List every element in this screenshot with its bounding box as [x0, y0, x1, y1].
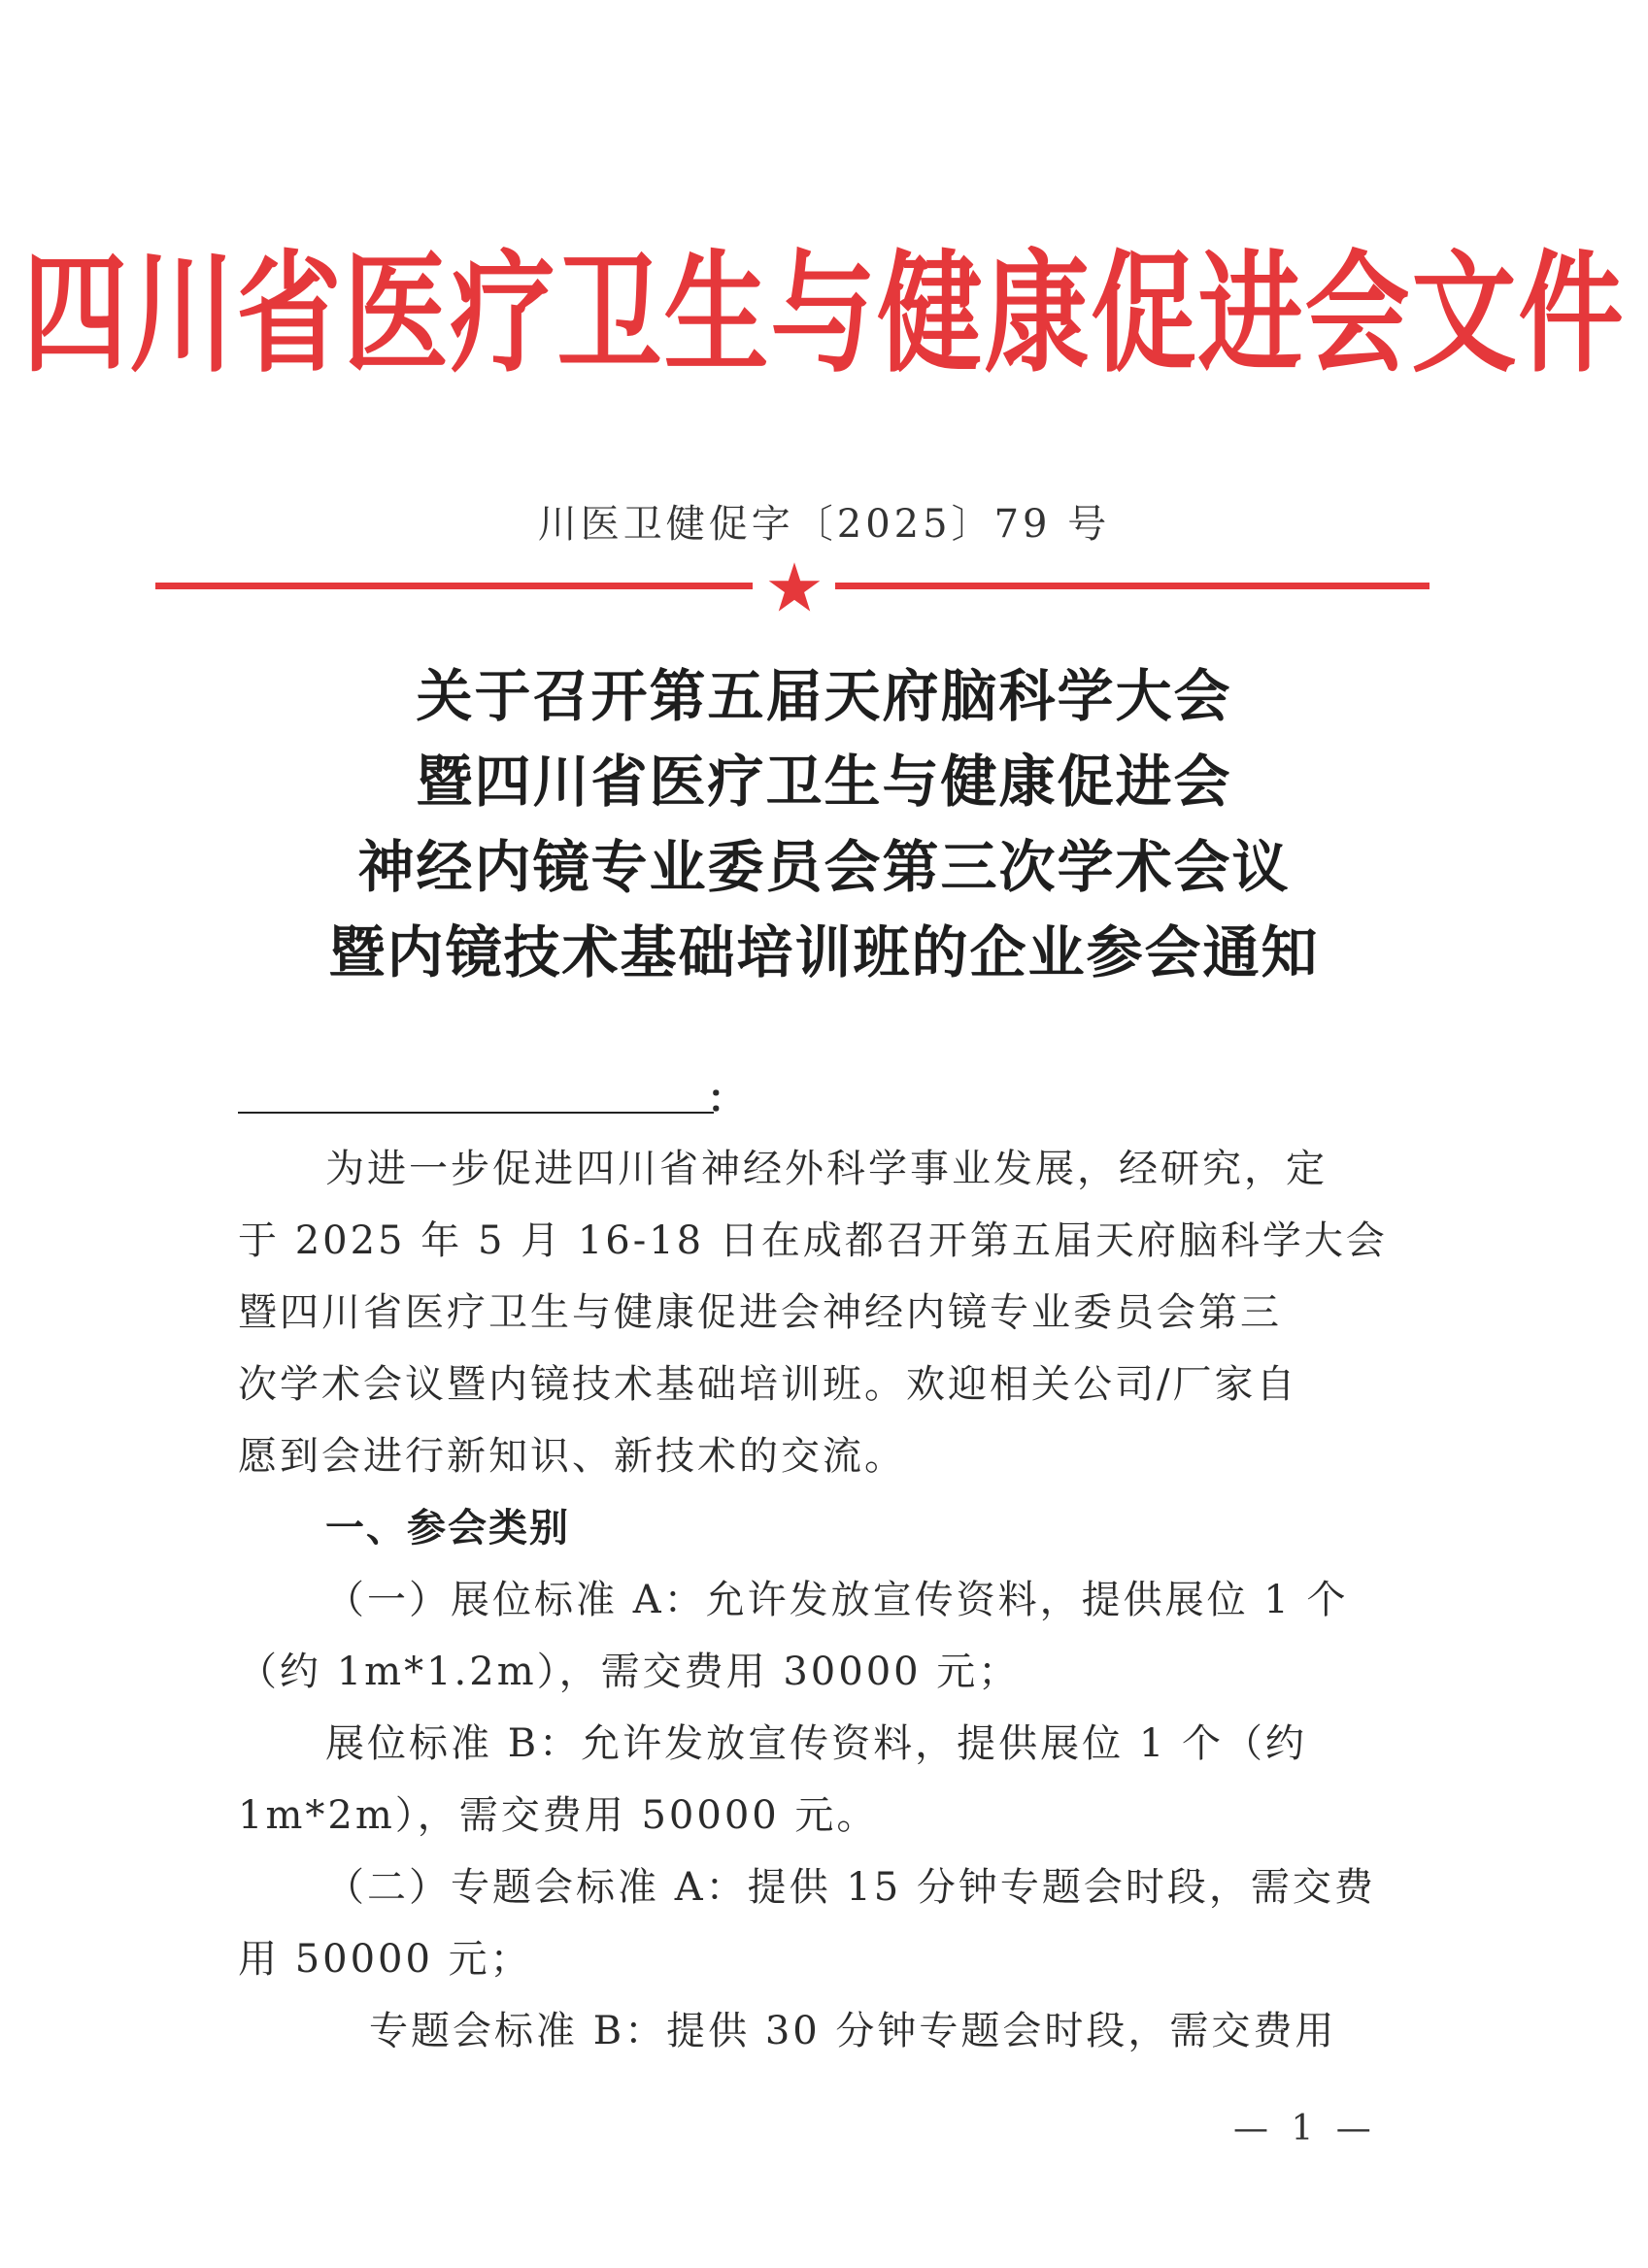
item-line: （一）展位标准 A：允许发放宣传资料，提供展位 1 个 — [325, 1578, 1349, 1622]
item-line: 展位标准 B：允许发放宣传资料，提供展位 1 个（约 — [325, 1721, 1307, 1766]
document-masthead: 四川省医疗卫生与健康促进会文件 — [22, 238, 1626, 391]
page-number: — 1 — — [1233, 2109, 1377, 2149]
item-line: 1m*2m），需交费用 50000 元。 — [238, 1793, 879, 1838]
red-divider-right — [835, 583, 1429, 589]
addressee-colon: ： — [707, 1076, 746, 1121]
item-line: 用 50000 元； — [238, 1937, 532, 1982]
notice-title-line-1: 关于召开第五届天府脑科学大会 — [416, 663, 1232, 729]
intro-paragraph-line: 愿到会进行新知识、新技术的交流。 — [238, 1434, 906, 1479]
star-icon — [767, 561, 822, 614]
notice-title-line-3: 神经内镜专业委员会第三次学术会议 — [357, 834, 1291, 900]
intro-paragraph-line: 于 2025 年 5 月 16-18 日在成都召开第五届天府脑科学大会 — [238, 1218, 1388, 1263]
intro-paragraph-line: 次学术会议暨内镜技术基础培训班。欢迎相关公司/厂家自 — [238, 1362, 1298, 1407]
section-heading: 一、参会类别 — [325, 1506, 570, 1551]
item-line: 专题会标准 B：提供 30 分钟专题会时段，需交费用 — [369, 2009, 1337, 2053]
item-line: （约 1m*1.2m），需交费用 30000 元； — [238, 1650, 1021, 1694]
addressee-blank-line — [238, 1073, 714, 1114]
notice-title-line-4: 暨内镜技术基础培训班的企业参会通知 — [328, 919, 1320, 985]
red-divider-left — [155, 583, 753, 589]
document-number: 川医卫健促字〔2025〕79 号 — [537, 502, 1111, 547]
intro-paragraph-line: 暨四川省医疗卫生与健康促进会神经内镜专业委员会第三 — [238, 1290, 1282, 1335]
intro-paragraph-line: 为进一步促进四川省神经外科学事业发展，经研究，定 — [325, 1147, 1328, 1191]
item-line: （二）专题会标准 A：提供 15 分钟专题会时段，需交费 — [325, 1865, 1376, 1910]
notice-title-line-2: 暨四川省医疗卫生与健康促进会 — [416, 749, 1232, 815]
